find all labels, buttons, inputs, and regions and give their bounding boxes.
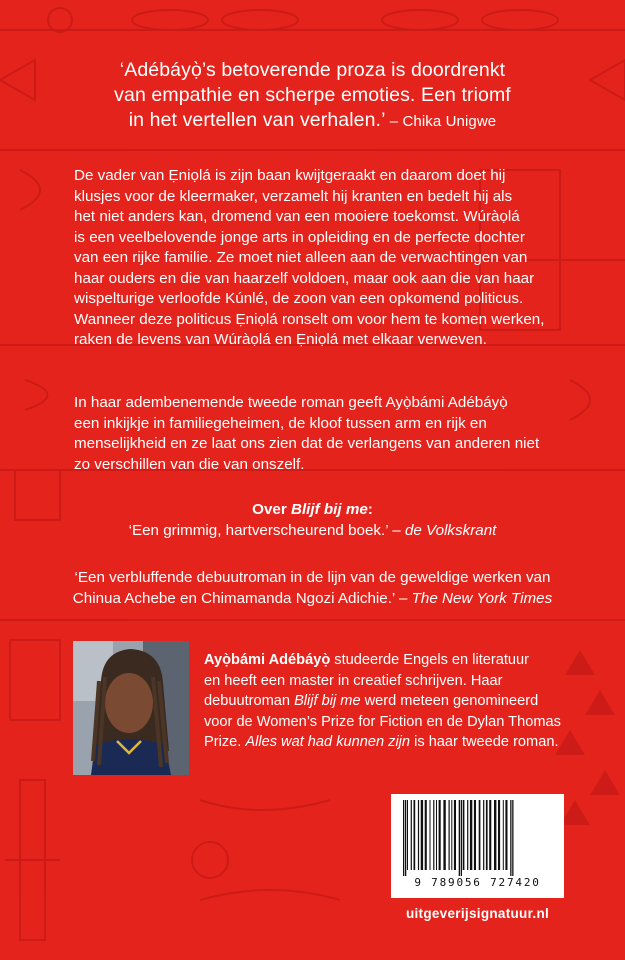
review-heading-prefix: Over: [252, 501, 291, 518]
synopsis-line: het niet anders kan, dromend van een mooiere toekomst. Wúràọlá: [74, 208, 520, 225]
review-nyt: [0, 568, 625, 609]
synopsis-line: is een veelbelovende jonge arts in opleiding en de perfecte dochter: [74, 228, 525, 246]
nyt-source: The New York Times: [411, 589, 553, 607]
nyt-line-2: [0, 589, 625, 610]
synopsis-line: De vader van Ẹniọlá is zijn baan kwijtgeraakt en daarom doet hij: [74, 167, 506, 184]
bio-book-1: Blijf bij me: [294, 693, 361, 709]
nyt-dash: –: [394, 589, 412, 607]
paragraph-line: menselijkheid en ze laat ons zien dat de verlangens van anderen niet: [74, 435, 540, 452]
quote-attribution: – Chika Unigwe: [385, 113, 497, 130]
barcode-bars: [399, 800, 556, 876]
top-review-quote: [0, 58, 625, 134]
review-heading-book: Blijf bij me: [290, 501, 368, 518]
isbn-number: 9 789056 727420: [414, 876, 541, 889]
bio-line-5: Prize. Alles wat had kunnen zijn is haar tweede roman.: [204, 734, 559, 750]
bio-line-3: debuutroman Blijf bij me werd meteen genomineerd: [204, 693, 539, 709]
author-name: Ayọ̀bámi Adébáyọ̀: [204, 652, 331, 668]
review-quote-text: ‘Een grimmig, hartverscheurend boek.’: [128, 521, 389, 539]
synopsis-line: wispelturige verloofde Kúnlé, de zoon van een opkomend politicus.: [74, 290, 524, 307]
publisher-website[interactable]: uitgeverijsignatuur.nl: [405, 906, 550, 921]
synopsis-line: Wanneer deze politicus Ẹniọlá ronselt om voor hem te komen werken,: [74, 310, 545, 328]
paragraph-line: In haar adembenemende tweede roman geeft Ayọ̀bámi Adébáyọ̀: [74, 394, 508, 411]
bio-line-1: Ayọ̀bámi Adébáyọ̀ studeerde Engels en literatuur: [204, 652, 529, 668]
synopsis-line: van een rijke familie. Ze moet niet alleen aan de verwachtingen van: [74, 249, 528, 266]
author-photo: [73, 641, 189, 775]
nyt-line-1: ‘Een verbluffende debuutroman in de lijn van de geweldige werken van: [74, 569, 551, 586]
bio-book-2: Alles wat had kunnen zijn: [245, 734, 411, 750]
quote-line-2: van empathie en scherpe emoties. Een triomf: [114, 84, 511, 106]
bio-line-4: voor de Women’s Prize for Fiction en de Dylan Thomas: [204, 713, 561, 730]
review-heading: [0, 500, 625, 521]
bio-line-2: en heeft een master in creatief schrijven. Haar: [204, 672, 503, 689]
quote-line-3: [0, 108, 625, 134]
synopsis-line: klusjes voor de kleermaker, verzamelt hij kranten en bedelt hij als: [74, 187, 513, 205]
quote-line-3-text: in het vertellen van verhalen.’: [128, 109, 386, 131]
second-paragraph: [74, 393, 564, 475]
review-dash: –: [388, 521, 405, 539]
isbn-barcode: [391, 794, 564, 898]
paragraph-line: zo verschillen van die van onszelf.: [74, 455, 305, 473]
review-source: de Volkskrant: [404, 521, 497, 539]
synopsis-line: raken de levens van Wúràọlá en Ẹniọlá met elkaar verweven.: [74, 331, 487, 348]
paragraph-line: een inkijkje in familiegeheimen, de kloof tussen arm en rijk en: [74, 414, 487, 432]
nyt-line-2-text: Chinua Achebe en Chimamanda Ngozi Adichie.’: [72, 589, 395, 607]
author-bio: [204, 650, 564, 753]
synopsis-paragraph: [74, 166, 564, 351]
review-heading-colon: :: [367, 501, 373, 518]
quote-line-1: ‘Adébáyọ̀’s betoverende proza is doordrenkt: [119, 59, 506, 81]
review-quote-line: [0, 521, 625, 542]
synopsis-line: haar ouders en die van haarzelf voldoen, maar ook aan die van haar: [74, 269, 535, 287]
review-blijf-bij-me: [0, 500, 625, 541]
